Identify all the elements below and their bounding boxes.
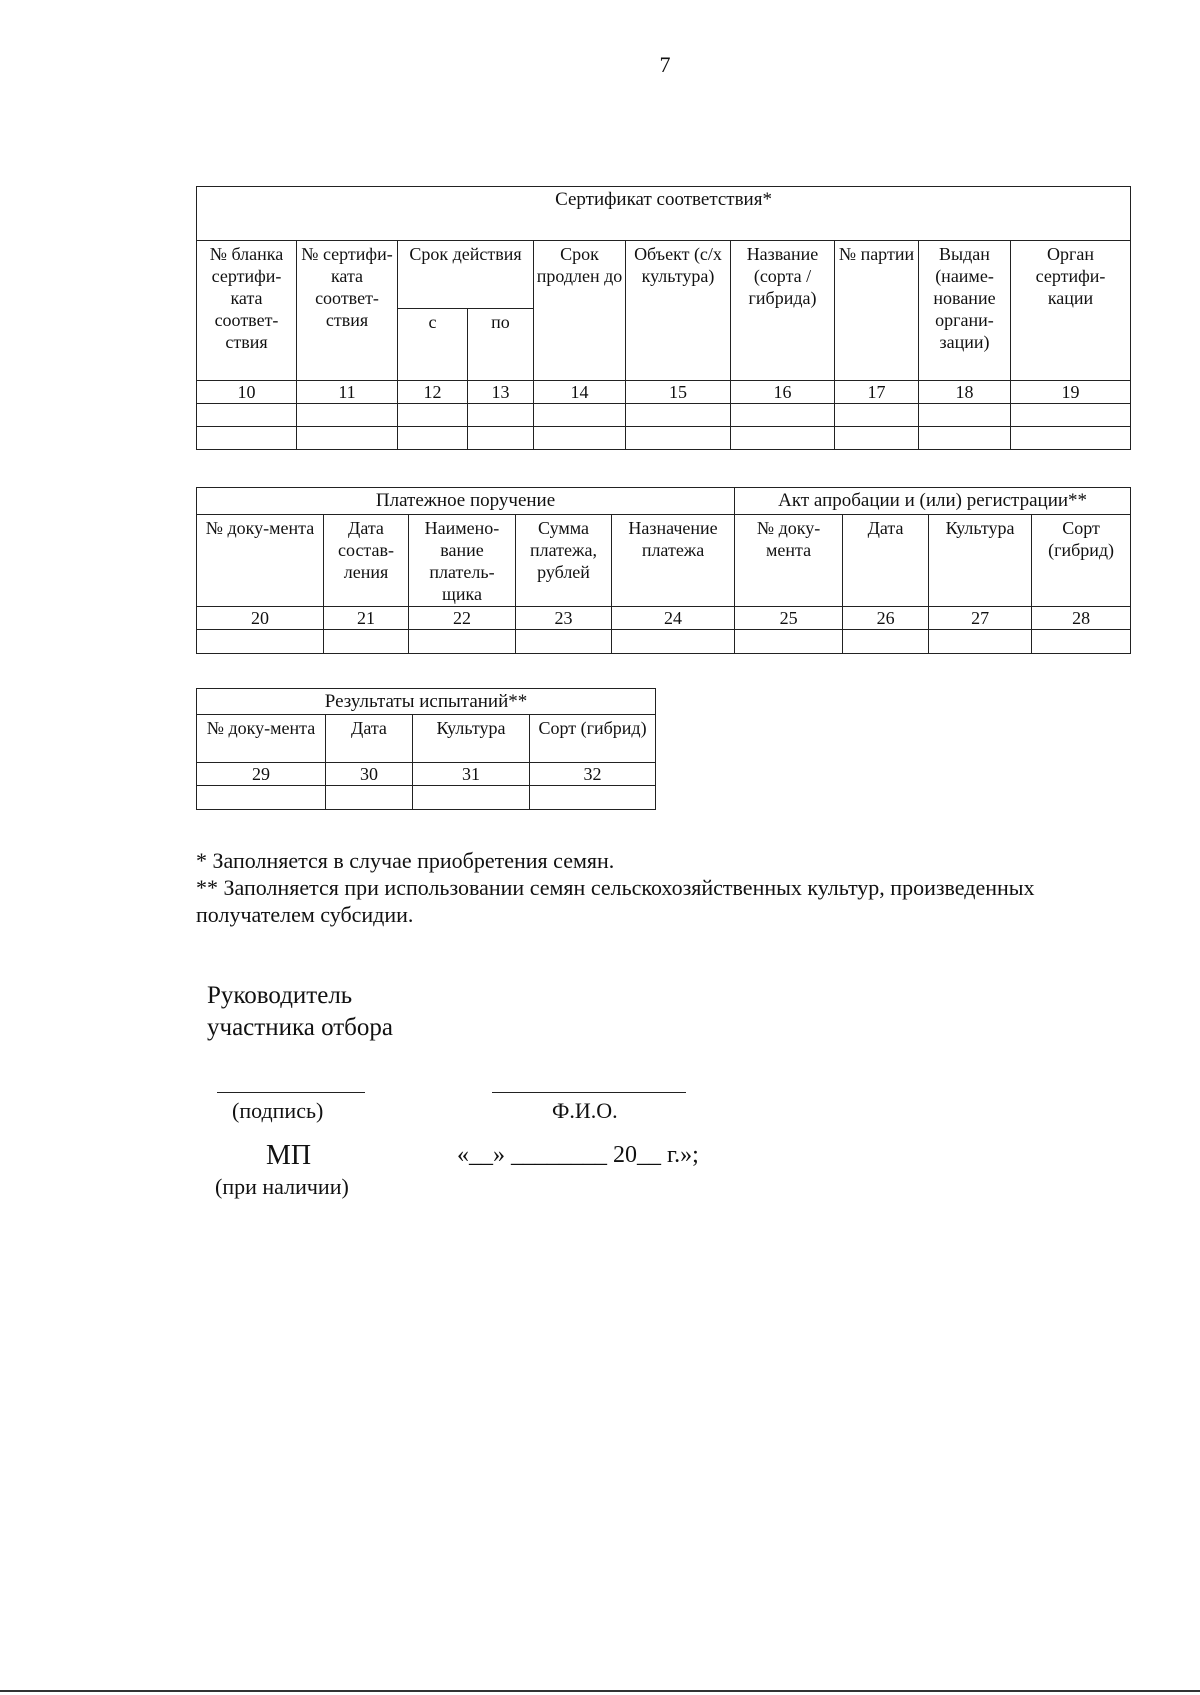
- empty-cell: [297, 427, 398, 450]
- empty-cell: [197, 630, 324, 654]
- signatory-title: [207, 980, 393, 1044]
- header-variety: Сорт (гибрид): [530, 715, 656, 763]
- column-number: 12: [398, 381, 468, 404]
- empty-row: [197, 786, 656, 810]
- empty-cell: [612, 630, 735, 654]
- signature-caption: (подпись): [232, 1098, 324, 1123]
- column-number: 25: [735, 607, 843, 630]
- column-number: 30: [326, 763, 413, 786]
- seal-note: (при наличии): [215, 1174, 349, 1199]
- empty-cell: [1011, 427, 1131, 450]
- signature-line: [217, 1092, 365, 1093]
- column-number: 29: [197, 763, 326, 786]
- payment-order-title: Платежное поручение: [197, 488, 735, 515]
- column-number: 13: [468, 381, 534, 404]
- header-act-variety: Сорт (гибрид): [1032, 515, 1131, 607]
- header-variety-name: Название (сорта / гибрида): [731, 241, 835, 381]
- seal-label: МП: [266, 1140, 312, 1171]
- column-number: 14: [534, 381, 626, 404]
- column-number: 18: [919, 381, 1011, 404]
- approbation-act-title: Акт апробации и (или) регистрации**: [735, 488, 1131, 515]
- results-table: [196, 688, 656, 810]
- empty-cell: [919, 427, 1011, 450]
- empty-cell: [835, 427, 919, 450]
- header-validity-from: с: [398, 309, 468, 381]
- column-number: 20: [197, 607, 324, 630]
- column-number: 17: [835, 381, 919, 404]
- column-number: 24: [612, 607, 735, 630]
- empty-cell: [919, 404, 1011, 427]
- empty-cell: [197, 404, 297, 427]
- empty-cell: [297, 404, 398, 427]
- column-number: 31: [413, 763, 530, 786]
- empty-cell: [929, 630, 1032, 654]
- empty-cell: [398, 404, 468, 427]
- header-amount: Сумма платежа, рублей: [516, 515, 612, 607]
- header-cert-body: Орган сертифи-кации: [1011, 241, 1131, 381]
- empty-cell: [1011, 404, 1131, 427]
- certificate-table: [196, 186, 1131, 450]
- column-number-row: [197, 607, 1131, 630]
- column-number: 16: [731, 381, 835, 404]
- header-act-crop: Культура: [929, 515, 1032, 607]
- empty-cell: [197, 427, 297, 450]
- empty-cell: [197, 786, 326, 810]
- column-number: 15: [626, 381, 731, 404]
- payment-table: [196, 487, 1131, 654]
- empty-cell: [835, 404, 919, 427]
- header-validity: Срок действия: [398, 241, 534, 309]
- signatory-title-line2: участника отбора: [207, 1014, 393, 1041]
- column-number: 28: [1032, 607, 1131, 630]
- header-date: Дата: [326, 715, 413, 763]
- header-batch-no: № партии: [835, 241, 919, 381]
- footnote-double-asterisk: ** Заполняется при использовании семян сельскохозяйственных культур, произведенных получателем субсидии.: [196, 875, 1035, 927]
- header-doc-no: № доку-мента: [197, 715, 326, 763]
- empty-cell: [626, 427, 731, 450]
- date-template: «__» ________ 20__ г.»;: [457, 1142, 699, 1168]
- column-number: 23: [516, 607, 612, 630]
- column-number-row: [197, 381, 1131, 404]
- full-name-caption: Ф.И.О.: [552, 1098, 618, 1123]
- header-purpose: Назначение платежа: [612, 515, 735, 607]
- column-number: 21: [324, 607, 409, 630]
- header-validity-to: по: [468, 309, 534, 381]
- column-number: 11: [297, 381, 398, 404]
- empty-cell: [516, 630, 612, 654]
- empty-cell: [409, 630, 516, 654]
- page-number: 7: [659, 52, 671, 77]
- footnote-single-asterisk: * Заполняется в случае приобретения семян.: [196, 848, 615, 873]
- header-date-compiled: Дата состав-ления: [324, 515, 409, 607]
- empty-cell: [468, 404, 534, 427]
- empty-cell: [731, 404, 835, 427]
- header-crop: Культура: [413, 715, 530, 763]
- empty-cell: [398, 427, 468, 450]
- header-extended-to: Срок продлен до: [534, 241, 626, 381]
- header-cert-no: № сертифи-ката соответ-ствия: [297, 241, 398, 381]
- empty-cell: [530, 786, 656, 810]
- empty-row: [197, 630, 1131, 654]
- empty-cell: [1032, 630, 1131, 654]
- column-number: 19: [1011, 381, 1131, 404]
- empty-cell: [626, 404, 731, 427]
- empty-cell: [534, 427, 626, 450]
- header-blank-no: № бланка сертифи-ката соответ-ствия: [197, 241, 297, 381]
- full-name-line: [492, 1092, 686, 1093]
- empty-cell: [326, 786, 413, 810]
- empty-cell: [324, 630, 409, 654]
- certificate-table-title: Сертификат соответствия*: [197, 187, 1131, 241]
- bottom-rule: [0, 1690, 1200, 1692]
- header-act-doc-no: № доку-мента: [735, 515, 843, 607]
- header-payer-name: Наимено-вание платель-щика: [409, 515, 516, 607]
- column-number-row: [197, 763, 656, 786]
- empty-row: [197, 404, 1131, 427]
- signatory-title-line1: Руководитель: [207, 982, 353, 1009]
- empty-cell: [731, 427, 835, 450]
- empty-row: [197, 427, 1131, 450]
- header-doc-no: № доку-мента: [197, 515, 324, 607]
- empty-cell: [735, 630, 843, 654]
- column-number: 32: [530, 763, 656, 786]
- empty-cell: [468, 427, 534, 450]
- column-number: 10: [197, 381, 297, 404]
- column-number: 26: [843, 607, 929, 630]
- results-table-title: Результаты испытаний**: [197, 689, 656, 715]
- header-act-date: Дата: [843, 515, 929, 607]
- empty-cell: [534, 404, 626, 427]
- column-number: 22: [409, 607, 516, 630]
- empty-cell: [843, 630, 929, 654]
- header-object: Объект (с/х культура): [626, 241, 731, 381]
- header-issued-to: Выдан (наиме-нование органи-зации): [919, 241, 1011, 381]
- empty-cell: [413, 786, 530, 810]
- column-number: 27: [929, 607, 1032, 630]
